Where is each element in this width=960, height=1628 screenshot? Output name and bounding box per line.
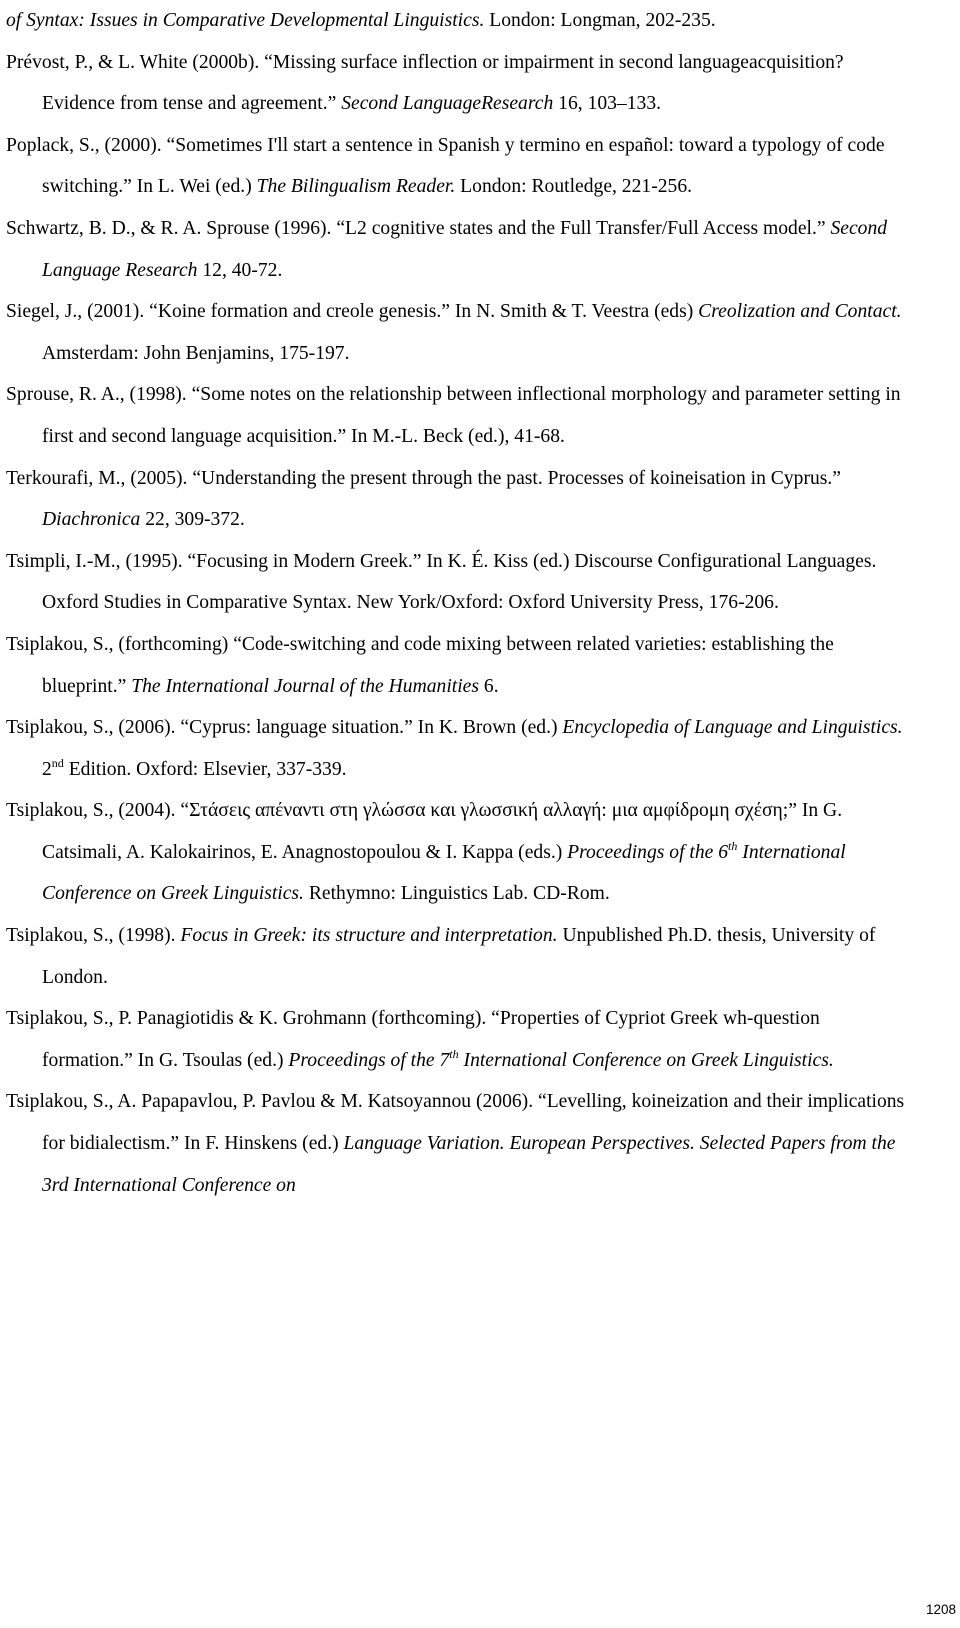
reference-entry-tsiplakou-panagiotidis: Tsiplakou, S., P. Panagiotidis & K. Grohmann (forthcoming). “Properties of Cypriot Greek wh-question formation.” In G. Tsoulas (ed.) Proceedings of the 7th International Conference on Greek Linguistics. [6,1008,834,1071]
reference-entry-poplack: Poplack, S., (2000). “Sometimes I'll start a sentence in Spanish y termino en español: toward a typology of code switching.” In L. Wei (ed.) The Bilingualism Reader. London: Routledge, 221-256. [6,134,885,198]
reference-entry-schwartz: Schwartz, B. D., & R. A. Sprouse (1996). “L2 cognitive states and the Full Transfer/Full Access model.” Second Language Research 12, 40-72. [6,217,888,281]
reference-entry-prevost: Prévost, P., & L. White (2000b). “Missing surface inflection or impairment in second languageacquisition? Evidence from tense and agreement.” Second LanguageResearch 16, 103–133. [6,51,844,115]
reference-entry-1: of Syntax: Issues in Comparative Developmental Linguistics. London: Longman, 202-235. [6,10,716,31]
reference-entry-sprouse: Sprouse, R. A., (1998). “Some notes on the relationship between inflectional morphology and parameter setting in first and second language acquisition.” In M.-L. Beck (ed.), 41-68. [6,384,901,447]
reference-entry-tsiplakou-papapavlou: Tsiplakou, S., A. Papapavlou, P. Pavlou & M. Katsoyannou (2006). “Levelling, koineization and their implications for bidialectism.” In F. Hinskens (ed.) Language Variation. European Perspectives. Selected Papers from the 3rd International Conference on [6,1091,905,1196]
reference-entry-tsiplakou-1998: Tsiplakou, S., (1998). Focus in Greek: its structure and interpretation. Unpublished Ph.D. thesis, University of London. [6,925,876,988]
reference-entry-tsiplakou-2006: Tsiplakou, S., (2006). “Cyprus: language situation.” In K. Brown (ed.) Encyclopedia of Language and Linguistics. 2nd Edition. Oxford: Elsevier, 337-339. [6,717,903,780]
page-number: 1208 [925,1602,956,1617]
reference-entry-tsiplakou-forthcoming: Tsiplakou, S., (forthcoming) “Code-switching and code mixing between related varieties: establishing the blueprint.” The International Journal of the Humanities 6. [6,633,834,697]
reference-entry-tsimpli: Tsimpli, I.-M., (1995). “Focusing in Modern Greek.” In K. É. Kiss (ed.) Discourse Configurational Languages. Oxford Studies in Comparative Syntax. New York/Oxford: Oxford University Press, 176-206. [6,550,877,614]
reference-entry-terkourafi: Terkourafi, M., (2005). “Understanding the present through the past. Processes of koineisation in Cyprus.” Diachronica 22, 309-372. [6,467,841,531]
reference-entry-tsiplakou-2004: Tsiplakou, S., (2004). “Στάσεις απέναντι στη γλώσσα και γλωσσική αλλαγή: μια αμφίδρομη σχέση;” In G. Catsimali, A. Kalokairinos, E. Anagnostopoulou & I. Kappa (eds.) Proceedings of the 6th International Conference on Greek Linguistics. Rethymno: Linguistics Lab. CD-Rom. [6,800,846,905]
reference-list [6,0,906,1206]
reference-entry-siegel: Siegel, J., (2001). “Koine formation and creole genesis.” In N. Smith & T. Veestra (eds) Creolization and Contact. Amsterdam: John Benjamins, 175-197. [6,301,902,364]
